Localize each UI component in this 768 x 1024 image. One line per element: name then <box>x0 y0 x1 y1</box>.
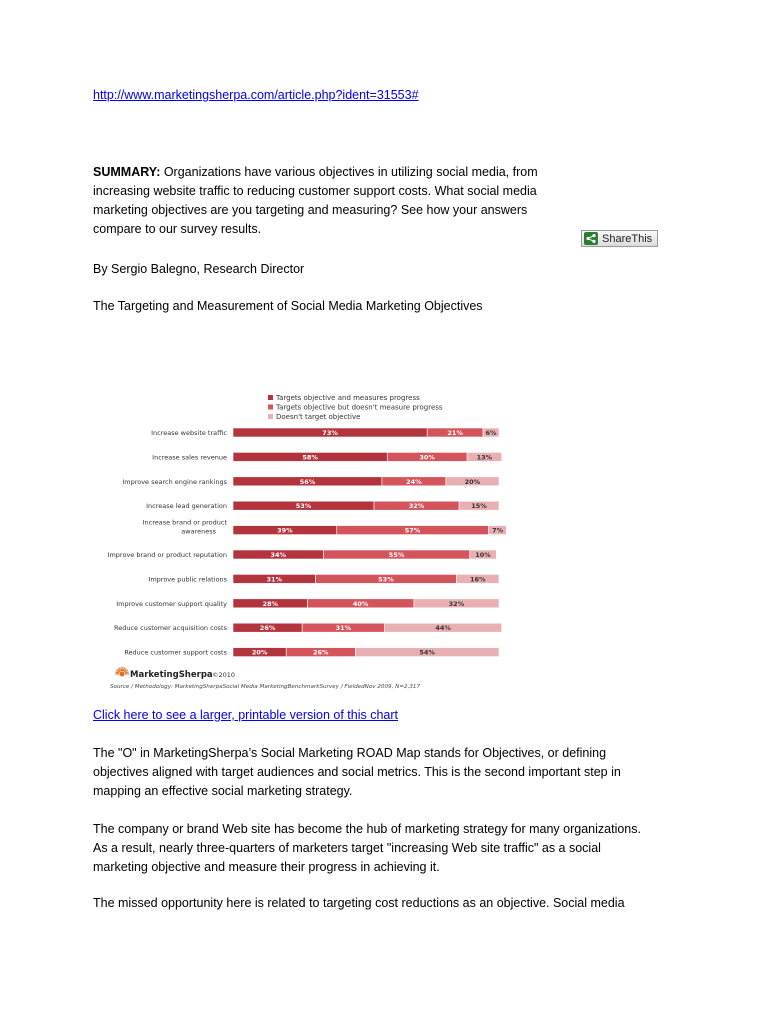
paragraph-line: mapping an effective social marketing strategy. <box>93 784 353 798</box>
paragraph-line: objectives aligned with target audiences and social metrics. This is the second important step in <box>93 765 621 779</box>
copyright-text: ©2010 <box>212 671 236 679</box>
summary-line: marketing objectives are you targeting and measuring? See how your answers <box>93 203 528 217</box>
byline: By Sergio Balegno, Research Director <box>93 262 305 276</box>
stacked-bar-chart <box>108 391 506 695</box>
category-label: Reduce customer acquisition costs <box>114 624 227 633</box>
category-label: Increase brand or product <box>142 518 227 527</box>
logo-sun <box>120 672 125 677</box>
data-label: 56% <box>299 477 316 486</box>
paragraph-website-hub <box>93 820 641 877</box>
paragraph-line: marketing objective and measure their progress in achieving it. <box>93 860 440 874</box>
data-label: 20% <box>251 648 268 657</box>
data-label: 31% <box>266 575 283 584</box>
share-button-label: ShareThis <box>602 233 653 245</box>
logo-ray <box>122 667 123 671</box>
paragraph-objectives <box>93 744 621 801</box>
data-label: 32% <box>448 599 465 608</box>
category-label: Increase lead generation <box>146 502 227 511</box>
legend-label: Doesn't target objective <box>276 413 361 421</box>
summary-label: SUMMARY: <box>93 165 161 179</box>
category-label: Improve search engine rankings <box>122 477 227 486</box>
category-label: Increase sales revenue <box>152 453 227 462</box>
share-icon <box>584 232 598 245</box>
data-label: 10% <box>475 551 491 559</box>
logo-ray <box>121 667 122 671</box>
legend-swatch <box>268 395 273 400</box>
data-label: 26% <box>312 648 329 657</box>
legend-swatch <box>268 414 273 419</box>
summary-paragraph <box>93 163 538 239</box>
category-label: Improve public relations <box>148 575 227 584</box>
data-label: 53% <box>295 502 312 511</box>
data-label: 20% <box>464 477 481 486</box>
paragraph-line: As a result, nearly three-quarters of marketers target "increasing Web site traffic" as a social <box>93 841 601 855</box>
data-label: 44% <box>435 624 451 633</box>
data-label: 7% <box>492 526 504 535</box>
logo-text: MarketingSherpa <box>130 670 213 680</box>
data-label: 13% <box>476 453 493 462</box>
data-label: 21% <box>447 429 463 437</box>
category-label: Increase website traffic <box>151 429 227 437</box>
data-label: 26% <box>259 624 276 633</box>
category-label: Improve brand or product reputation <box>108 551 227 559</box>
category-label: Improve customer support quality <box>116 599 227 608</box>
data-label: 28% <box>262 599 279 608</box>
share-this-button[interactable] <box>581 230 658 247</box>
data-label: 24% <box>406 477 422 486</box>
data-label: 31% <box>335 624 352 633</box>
legend-label: Targets objective but doesn't measure progress <box>276 403 443 412</box>
article-url-link[interactable]: http://www.marketingsherpa.com/article.php?ident=31553# <box>93 88 419 102</box>
paragraph-line: The missed opportunity here is related to targeting cost reductions as an objective. Social media <box>93 896 625 910</box>
paragraph-line: The company or brand Web site has become the hub of marketing strategy for many organizations. <box>93 822 641 836</box>
data-label: 15% <box>471 502 487 511</box>
data-label: 16% <box>469 575 486 584</box>
data-label: 73% <box>322 429 338 437</box>
data-label: 57% <box>404 526 421 535</box>
summary-line: compare to our survey results. <box>93 222 262 236</box>
data-label: 53% <box>378 575 394 584</box>
summary-line: increasing website traffic to reducing customer support costs. What social media <box>93 184 537 198</box>
paragraph-missed-opportunity <box>93 894 625 913</box>
data-label: 40% <box>352 599 369 608</box>
paragraph-line: The "O" in MarketingSherpa’s Social Marketing ROAD Map stands for Objectives, or defining <box>93 746 607 760</box>
category-label: awareness <box>181 527 216 536</box>
article-heading: The Targeting and Measurement of Social Media Marketing Objectives <box>93 299 483 313</box>
chart-svg <box>108 391 506 695</box>
printable-chart-link[interactable]: Click here to see a larger, printable version of this chart <box>93 708 399 722</box>
data-label: 34% <box>270 551 287 559</box>
data-label: 30% <box>419 453 435 462</box>
data-label: 39% <box>277 526 293 535</box>
data-label: 54% <box>419 648 435 657</box>
legend-swatch <box>268 405 273 410</box>
data-label: 55% <box>388 551 405 559</box>
data-label: 6% <box>485 429 497 437</box>
category-label: Reduce customer support costs <box>124 648 227 657</box>
legend-label: Targets objective and measures progress <box>276 394 420 402</box>
data-label: 58% <box>302 453 318 462</box>
data-label: 32% <box>408 502 425 511</box>
summary-line: Organizations have various objectives in utilizing social media, from <box>160 165 538 179</box>
source-text: Source / Methodology: MarketingSherpaSocial Media MarketingBenchmarkSurvey / FieldedNov 2009, N=2,317 <box>110 684 421 690</box>
